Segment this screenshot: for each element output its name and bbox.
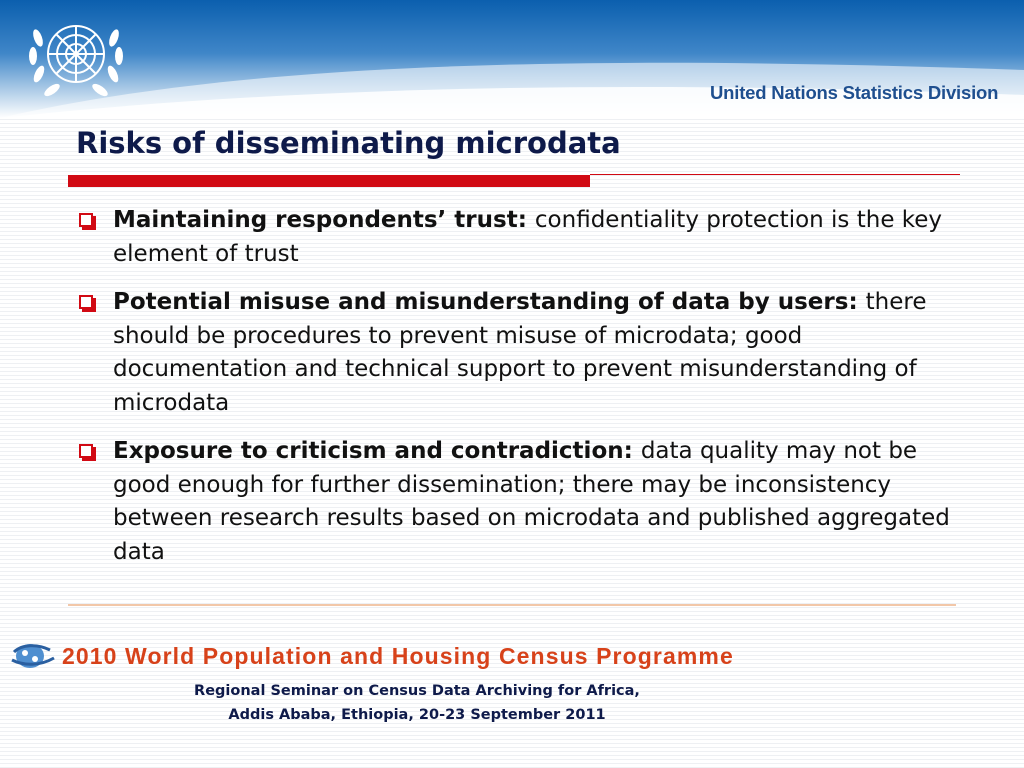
census-programme-banner: 2010 World Population and Housing Census Programme [62,643,734,669]
title-underline-thin [590,174,960,175]
slide-title: Risks of disseminating microdata [76,126,621,160]
bullet-heading: Potential misuse and misunderstanding of data by users: [113,289,866,315]
bullet-text: there should be procedures to prevent misuse of microdata; good documentation and technical support to prevent misunderstanding of microdata [113,289,927,416]
bullet-heading: Maintaining respondents’ trust: [113,207,535,233]
un-emblem-icon [22,8,130,108]
bullet-item [76,204,956,271]
footer-divider [68,604,956,606]
bullet-item [76,286,956,420]
title-underline [68,175,590,187]
header-banner [0,0,1024,118]
bullet-text: confidentiality protection is the key element of trust [113,207,943,267]
bullet-item [76,435,956,569]
census-globe-icon [8,640,56,670]
checkbox-bullet-icon [79,213,93,227]
bullet-list [76,204,956,584]
seminar-line-1: Regional Seminar on Census Data Archiving for Africa, [194,683,640,699]
bullet-text: data quality may not be good enough for further dissemination; there may be inconsistency between research results based on microdata and published aggregated data [113,438,950,565]
checkbox-bullet-icon [79,295,93,309]
checkbox-bullet-icon [79,444,93,458]
seminar-line-2: Addis Ababa, Ethiopia, 20-23 September 2011 [228,707,606,723]
organization-label: United Nations Statistics Division [710,82,999,103]
bullet-heading: Exposure to criticism and contradiction: [113,438,641,464]
